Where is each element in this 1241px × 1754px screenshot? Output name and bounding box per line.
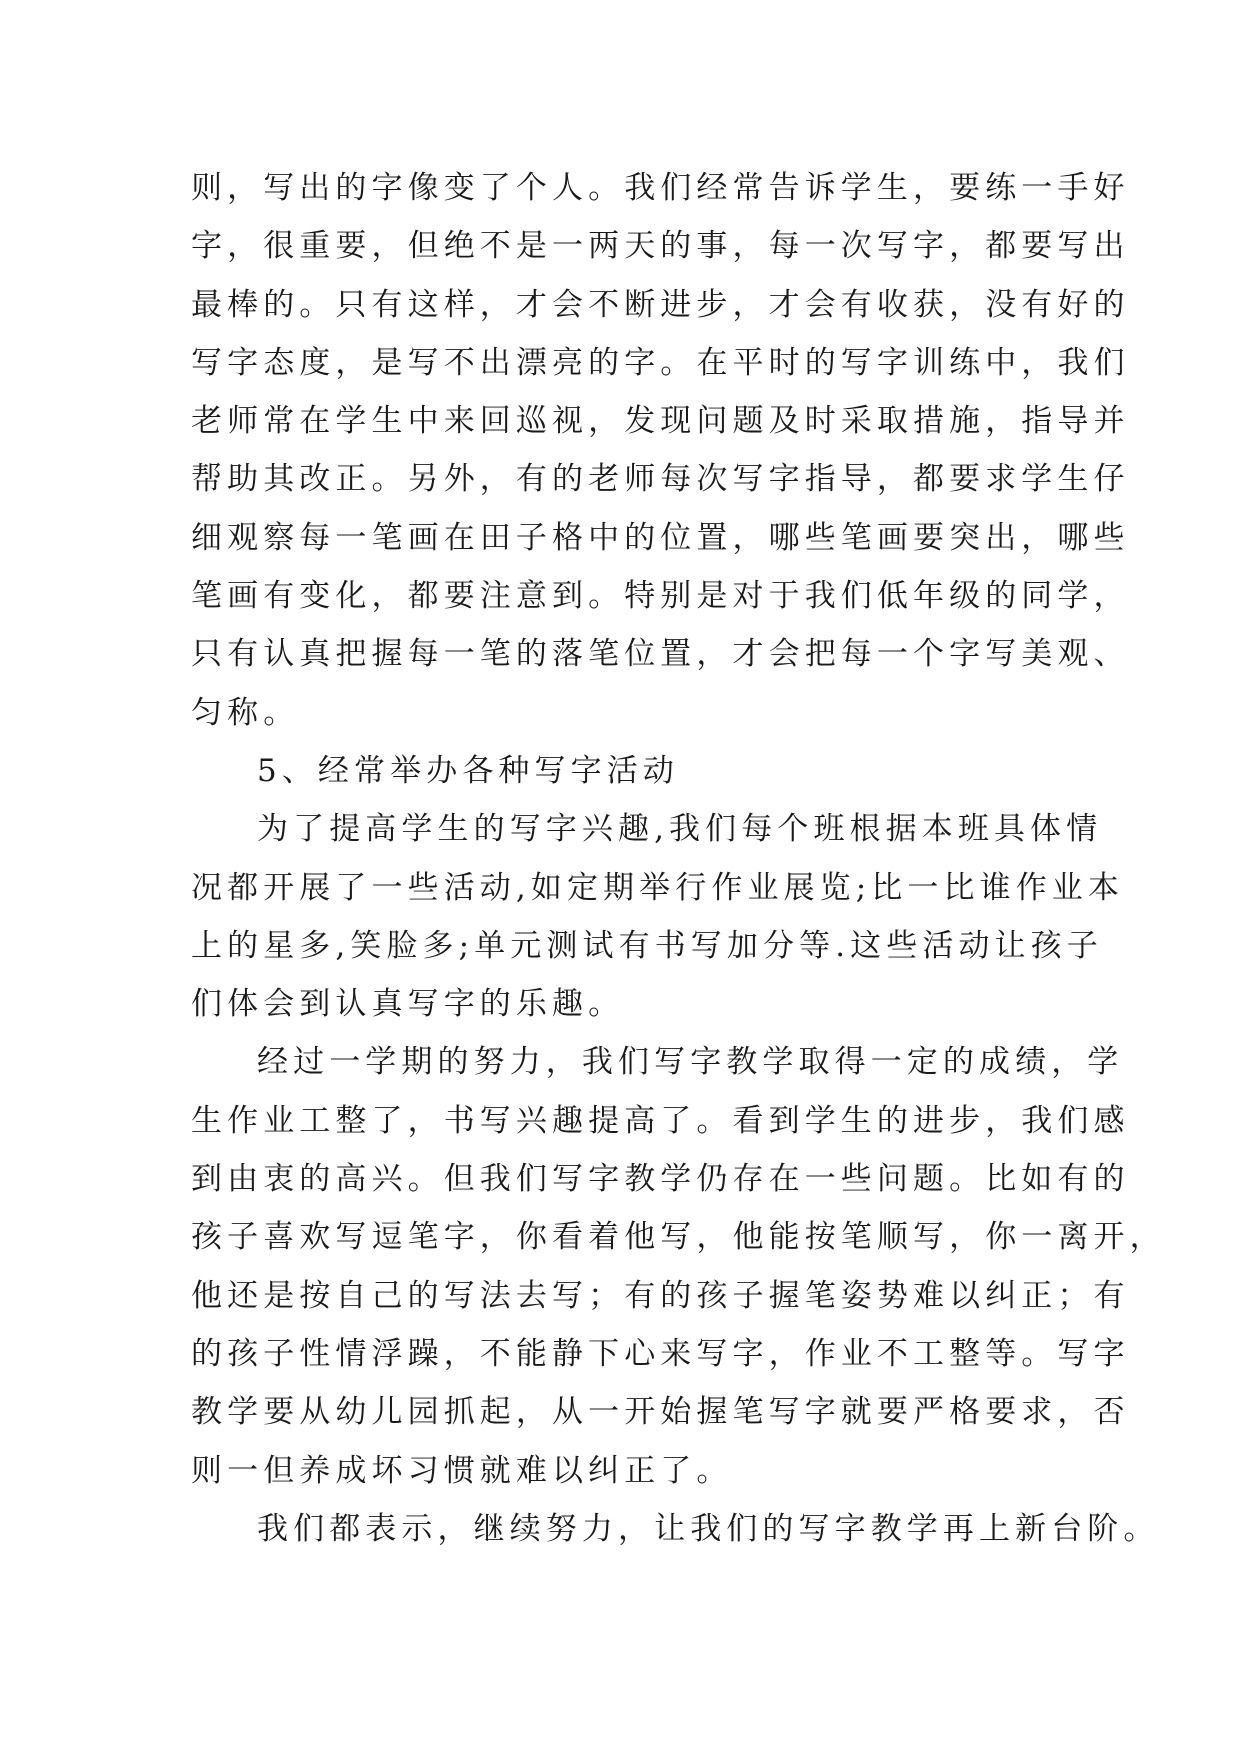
text-line: 只有认真把握每一笔的落笔位置，才会把每一个字写美观、 xyxy=(191,636,1130,673)
text-line: 最棒的。只有这样，才会不断进步，才会有收获，没有好的 xyxy=(191,286,1130,323)
text-line: 他还是按自己的写法去写；有的孩子握笔姿势难以纠正；有 xyxy=(191,1277,1130,1314)
text-line: 们体会到认真写字的乐趣。 xyxy=(191,986,625,1023)
text-line: 为了提高学生的写字兴趣,我们每个班根据本班具体情 xyxy=(257,811,1103,848)
text-line: 生作业工整了，书写兴趣提高了。看到学生的进步，我们感 xyxy=(191,1102,1130,1139)
text-line: 我们都表示，继续努力，让我们的写字教学再上新台阶。 xyxy=(257,1510,1160,1547)
section-heading: 5、经常举办各种写字活动 xyxy=(257,752,679,789)
text-line: 笔画有变化，都要注意到。特别是对于我们低年级的同学， xyxy=(191,578,1130,615)
text-line: 上的星多,笑脸多;单元测试有书写加分等.这些活动让孩子 xyxy=(191,927,1103,964)
text-line: 匀称。 xyxy=(191,694,300,731)
text-line: 则一但养成坏习惯就难以纠正了。 xyxy=(191,1452,733,1489)
text-line: 老师常在学生中来回巡视，发现问题及时采取措施，指导并 xyxy=(191,403,1130,440)
text-line: 写字态度，是写不出漂亮的字。在平时的写字训练中，我们 xyxy=(191,344,1130,381)
text-line: 的孩子性情浮躁，不能静下心来写字，作业不工整等。写字 xyxy=(191,1335,1130,1372)
text-line: 孩子喜欢写逗笔字，你看着他写，他能按笔顺写，你一离开， xyxy=(191,1219,1166,1256)
text-line: 况都开展了一些活动,如定期举行作业展览;比一比谁作业本 xyxy=(191,869,1124,906)
body-text xyxy=(191,159,1166,1558)
text-line: 到由衷的高兴。但我们写字教学仍存在一些问题。比如有的 xyxy=(191,1161,1130,1198)
text-line: 细观察每一笔画在田子格中的位置，哪些笔画要突出，哪些 xyxy=(191,519,1130,556)
text-line: 字，很重要，但绝不是一两天的事，每一次写字，都要写出 xyxy=(191,228,1130,265)
text-line: 教学要从幼儿园抓起，从一开始握笔写字就要严格要求，否 xyxy=(191,1394,1130,1431)
text-line: 帮助其改正。另外，有的老师每次写字指导，都要求学生仔 xyxy=(191,461,1130,498)
text-line: 经过一学期的努力，我们写字教学取得一定的成绩，学 xyxy=(257,1044,1124,1081)
text-line: 则，写出的字像变了个人。我们经常告诉学生，要练一手好 xyxy=(191,170,1130,206)
